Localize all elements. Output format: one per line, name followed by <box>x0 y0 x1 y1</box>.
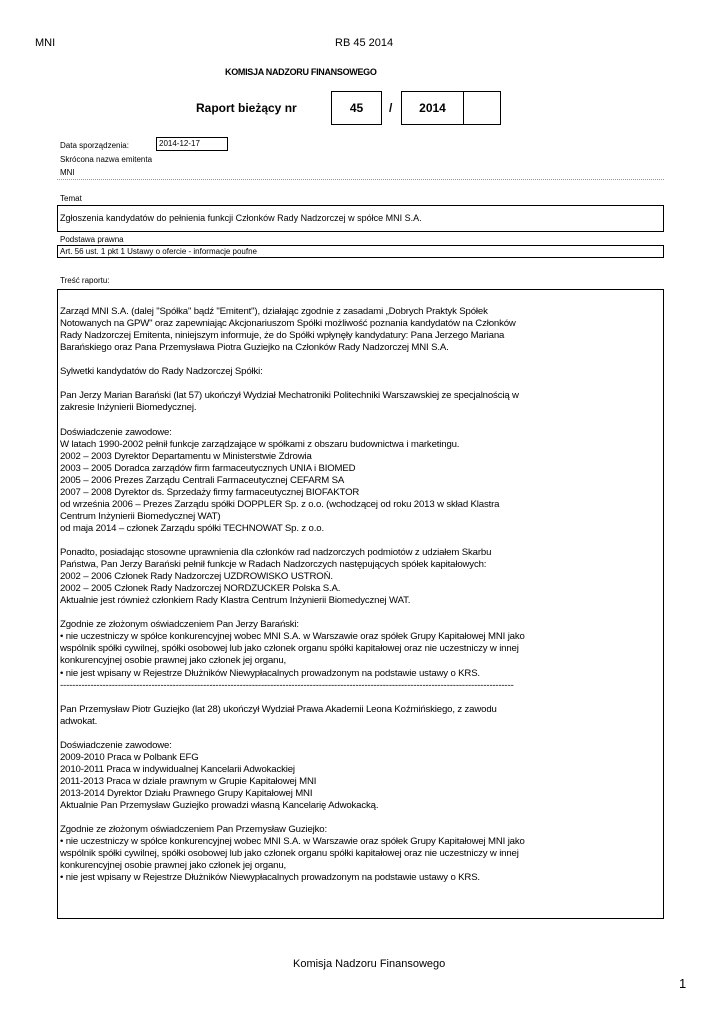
content-line: • nie uczestniczy w spółce konkurencyjnej wobec MNI S.A. w Warszawie oraz spółek Grupy Kapitałowej MNI jako <box>60 836 525 848</box>
content-line: Zgodnie ze złożonym oświadczeniem Pan Przemysław Guziejko: <box>60 824 327 836</box>
content-line: 2010-2011 Praca w indywidualnej Kancelarii Adwokackiej <box>60 763 295 775</box>
report-extra-box <box>463 91 501 125</box>
content-line: Doświadczenie zawodowe: <box>60 426 172 438</box>
content-line: Aktualnie jest również członkiem Rady Klastra Centrum Inżynierii Biomedycznej WAT. <box>60 595 411 607</box>
report-label: Raport bieżący nr <box>196 101 297 115</box>
content-line: 2011-2013 Praca w dziale prawnym w Grupie Kapitałowej MNI <box>60 775 317 787</box>
date-box <box>156 137 228 151</box>
legal-basis-box <box>57 245 664 258</box>
content-line: W latach 1990-2002 pełnił funkcje zarządzające w spółkami z obszaru budownictwa i marketingu. <box>60 438 460 450</box>
content-line: Centrum Inżynierii Biomedycznej WAT) <box>60 510 221 522</box>
content-line: Aktualnie Pan Przemysław Guziejko prowadzi własną Kancelarię Adwokacką. <box>60 800 379 812</box>
content-line: • nie uczestniczy w spółce konkurencyjnej wobec MNI S.A. w Warszawie oraz spółek Grupy Kapitałowej MNI jako <box>60 631 525 643</box>
content-line: zakresie Inżynierii Biomedycznej. <box>60 402 197 414</box>
content-label: Treść raportu: <box>60 276 110 285</box>
report-number: 45 <box>349 101 364 115</box>
header-report-id: RB 45 2014 <box>335 37 394 49</box>
content-line: • nie jest wpisany w Rejestrze Dłużników Niewypłacalnych prowadzonym na podstawie ustawy o KRS. <box>60 872 480 884</box>
content-line: 2005 – 2006 Prezes Zarządu Centrali Farmaceutycznej CEFARM SA <box>60 474 345 486</box>
date-label: Data sporządzenia: <box>60 141 129 150</box>
content-line: Ponadto, posiadając stosowne uprawnienia dla członków rad nadzorczych podmiotów z udziałem Skarbu <box>60 547 492 558</box>
date-value: 2014-12-17 <box>159 139 200 148</box>
subject-label: Temat <box>60 194 82 203</box>
content-line: Zarząd MNI S.A. (dalej "Spółka" bądź "Emitent"), działając zgodnie z zasadami „Dobrych Praktyk Spółek <box>60 306 488 317</box>
content-line: 2007 – 2008 Dyrektor ds. Sprzedaży firmy farmaceutycznej BIOFAKTOR <box>60 486 360 498</box>
subject-box <box>57 205 664 232</box>
content-line: od września 2006 – Prezes Zarządu spółki DOPPLER Sp. z o.o. (wchodzącej od roku 2013 w skład Klastra <box>60 498 500 510</box>
header-issuer: MNI <box>35 37 56 49</box>
report-separator: / <box>389 101 393 115</box>
content-line: Pan Przemysław Piotr Guziejko (lat 28) ukończył Wydział Prawa Akademii Leona Koźmińskiego, z zawodu <box>60 703 497 715</box>
page-number: 1 <box>679 976 687 991</box>
content-line: 2013-2014 Dyrektor Działu Prawnego Grupy Kapitałowej MNI <box>60 788 313 799</box>
issuer-label: Skrócona nazwa emitenta <box>60 155 153 164</box>
content-line: Barańskiego oraz Pana Przemysława Piotra Guziejko na Członków Rady Nadzorczej MNI S.A. <box>60 342 449 354</box>
content-line: 2002 – 2003 Dyrektor Departamentu w Ministerstwie Zdrowia <box>60 450 312 462</box>
report-year: 2014 <box>419 101 446 115</box>
content-line: ----------------------------------------------------------------------------------------------------------------------------------------------------- <box>60 679 514 691</box>
content-line: Doświadczenie zawodowe: <box>60 739 172 751</box>
content-line: wspólnik spółki cywilnej, spółki osobowej lub jako członek organu spółki kapitałowej oraz nie uczestniczy w innej <box>60 643 519 655</box>
content-line: 2003 – 2005 Doradca zarządów firm farmaceutycznych UNIA i BIOMED <box>60 462 356 474</box>
content-line: konkurencyjnej osobie prawnej jako członek jej organu, <box>60 655 287 667</box>
content-line: 2009-2010 Praca w Polbank EFG <box>60 751 199 763</box>
legal-basis-label: Podstawa prawna <box>60 235 124 244</box>
content-line: Zgodnie ze złożonym oświadczeniem Pan Jerzy Barański: <box>60 619 299 631</box>
subject-value: Zgłoszenia kandydatów do pełnienia funkcji Członków Rady Nadzorczej w spółce MNI S.A. <box>60 213 422 223</box>
content-line: Notowanych na GPW" oraz zapewniając Akcjonariuszom Spółki możliwość poznania kandydatów na Członków <box>60 318 516 330</box>
report-year-box <box>401 91 464 125</box>
issuer-value: MNI <box>60 168 75 177</box>
footer-commission: Komisja Nadzoru Finansowego <box>293 958 446 970</box>
divider <box>57 179 664 180</box>
content-line: 2002 – 2006 Członek Rady Nadzorczej UZDROWISKO USTROŃ. <box>60 571 333 583</box>
content-line: Pan Jerzy Marian Barański (lat 57) ukończył Wydział Mechatroniki Politechniki Warszawskiej ze specjalnością w <box>60 390 519 402</box>
content-line: wspólnik spółki cywilnej, spółki osobowej lub jako członek organu spółki kapitałowej oraz nie uczestniczy w innej <box>60 848 519 860</box>
content-line: konkurencyjnej osobie prawnej jako członek jej organu, <box>60 860 287 872</box>
content-line: Państwa, Pan Jerzy Barański pełnił funkcje w Radach Nadzorczych następujących spółek kapitałowych: <box>60 559 487 571</box>
content-line: od maja 2014 – członek Zarządu spółki TECHNOWAT Sp. z o.o. <box>60 522 324 534</box>
legal-basis-value: Art. 56 ust. 1 pkt 1 Ustawy o ofercie - informacje poufne <box>60 247 257 256</box>
report-number-box <box>331 91 382 125</box>
content-line: 2002 – 2005 Członek Rady Nadzorczej NORDZUCKER Polska S.A. <box>60 583 341 595</box>
commission-title: KOMISJA NADZORU FINANSOWEGO <box>225 67 377 77</box>
content-line: Rady Nadzorczej Emitenta, niniejszym informuje, że do Spółki wpłynęły kandydatury: Pana Jerzego Mariana <box>60 330 505 342</box>
content-line: adwokat. <box>60 715 98 727</box>
content-line: • nie jest wpisany w Rejestrze Dłużników Niewypłacalnych prowadzonym na podstawie ustawy o KRS. <box>60 667 480 679</box>
content-line: Sylwetki kandydatów do Rady Nadzorczej Spółki: <box>60 366 263 378</box>
